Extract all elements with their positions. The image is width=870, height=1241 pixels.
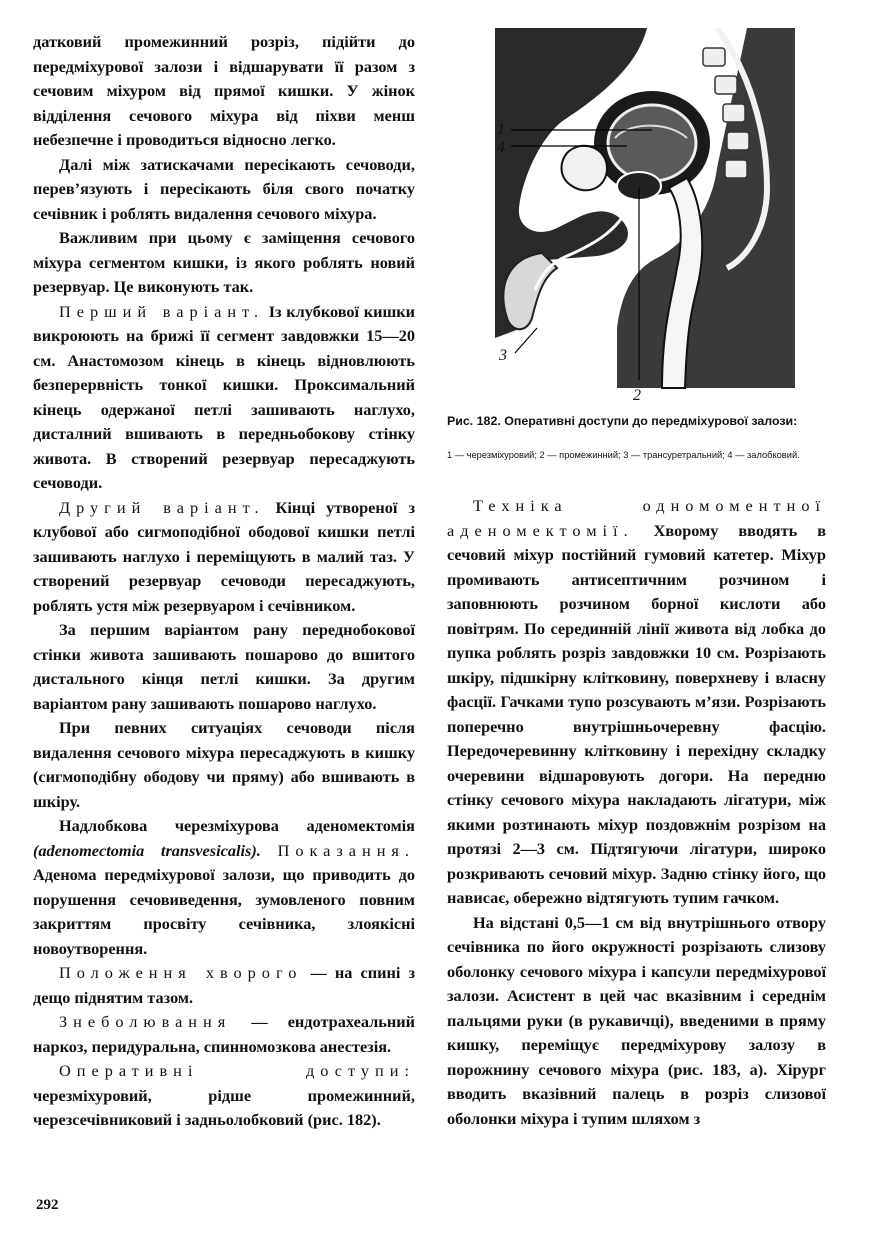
paragraph: Важливим при цьому є заміщення сечового міхура сегментом кишки, із якого роблять новий резервуар. Це виконують так. [33, 228, 415, 296]
right-text-column [447, 494, 826, 1131]
spaced-heading: Оперативні доступи: [59, 1061, 415, 1080]
paragraph: Далі між затискачами пересікають сечоводи, перев’язують і пересікають біля свого початку сечівник і роблять видалення сечового міхура. [33, 154, 415, 223]
figure-label-4: 4 [497, 139, 505, 156]
paragraph-text: черезміхуровий, рідше промежинний, черезсечівниковий і задньолобковий (рис. 182). [33, 1085, 415, 1129]
paragraph [33, 961, 415, 1010]
paragraph [33, 1059, 415, 1133]
section-title: Надлобкова черезміхурова аденомектомія [59, 816, 415, 835]
figure-label-2: 2 [633, 387, 641, 404]
paragraph-text: — на спині з дещо піднятим тазом. [33, 963, 415, 1007]
spaced-heading: Знеболювання [59, 1012, 232, 1031]
left-text-column [33, 30, 415, 1133]
bladder-lumen [608, 105, 696, 181]
paragraph-text: Аденома передміхурової залози, що приводить до порушення сечовиведення, зумовленого повним закриттям просвіту сечівника, злоякісні новоутворення. [33, 865, 415, 958]
paragraph-text: Кінці утвореної з клубової або сигмоподібної ободової кишки петлі зашивають наглухо і переміщують в малий таз. У створений резервуар сечоводи пересаджують, роблять устя між резервуаром і сечівником. [33, 497, 415, 615]
figure-label-1: 1 [497, 121, 505, 138]
paragraph-text: — ендотрахеальний наркоз, перидуральна, спинномозкова анестезія. [33, 1012, 415, 1056]
anatomy-figure [447, 28, 827, 408]
figure-caption: Рис. 182. Оперативні доступи до передміхурової залози: [447, 414, 798, 428]
paragraph-text: Із клубкової кишки викроюють на брижі її сегмент завдовжки 15—20 см. Анастомозом кінець в кінець відновлюють безперервність тонкої кишки. Проксимальний кінець одержаної петлі зашивають наглухо, дисталний вшивають в передньобокову стінку живота. В створений резервуар пересаджують сечоводи. [33, 301, 416, 492]
paragraph [33, 1010, 415, 1059]
paragraph: За першим варіантом рану переднобокової стінки живота зашивають пошарово до вшитого дистального кінця петлі кишки. За другим варіантом рану зашивають пошарово наглухо. [33, 620, 415, 713]
pelvis-section-illustration [447, 28, 827, 408]
paragraph: датковий промежинний розріз, підійти до передміхурової залози і відшарувати її разом з сечовим міхуром від прямої кишки. У жінок відділення сечового міхура від піхви менш небезпечне і проводиться відносно легко. [33, 32, 415, 149]
paragraph [447, 494, 826, 911]
page-number: 292 [36, 1197, 59, 1213]
spaced-heading: Показання. [277, 840, 415, 860]
spaced-heading: Другий варіант. [59, 497, 265, 517]
figure-label-3: 3 [499, 347, 507, 364]
pubic-bone-shape [562, 146, 607, 191]
paragraph: При певних ситуаціях сечоводи після видалення сечового міхура пересаджують в кишку (сигмоподібну ободову чи пряму) або вшивають в шкіру. [33, 718, 415, 811]
spaced-heading: Перший варіант. [59, 301, 265, 321]
section-paragraph [33, 814, 415, 961]
spaced-heading: Положення хворого [59, 963, 303, 982]
paragraph [33, 496, 415, 619]
latin-term: (adenomectomia transvesicalis). [33, 840, 261, 860]
paragraph [33, 300, 415, 496]
paragraph-text: Хворому вводять в сечовий міхур постійний гумовий катетер. Міхур промивають антисептичним розчином і заповнюють розчином борної кислоти або повітрям. По серединній лінії живота від лобка до пупка роблять розріз завдовжки 10 см. Розрізають шкіру, підшкірну клітковину, поверхневу і власну фасції. Гачками тупо розсувають м’язи. Розрізають поперечно внутрішньочеревну фасцію. Передочеревинну клітковину і перехідну складку очеревини відшаровують догори. На передню стінку сечового міхура накладають лігатури, між якими розтинають міхур поздовжнім розрізом на протязі 2—3 см. Підтягуючи лігатури, широко розкривають сечовий міхур. Задню стінку його, що нависає, обережно відтягують тупим гачком. [447, 520, 826, 907]
paragraph: На відстані 0,5—1 см від внутрішнього отвору сечівника по його окружності розрізають слизову оболонку сечового міхура і капсули передміхурової залози. Асистент в цей час вказівним і середнім пальцями руки (в рукавичці), введеними в пряму кишку, переміщує передміхурову залозу в порожнину сечового міхура (рис. 183, а). Хірург вводить вказівний палець в розріз слизової оболонки міхура і тупим шляхом з [447, 912, 826, 1128]
spaced-heading: Техніка одномоментної аденомектомії. [447, 496, 826, 540]
figure-legend: 1 — черезміхуровий; 2 — промежинний; 3 — трансуретральний; 4 — залобковий. [447, 450, 800, 460]
